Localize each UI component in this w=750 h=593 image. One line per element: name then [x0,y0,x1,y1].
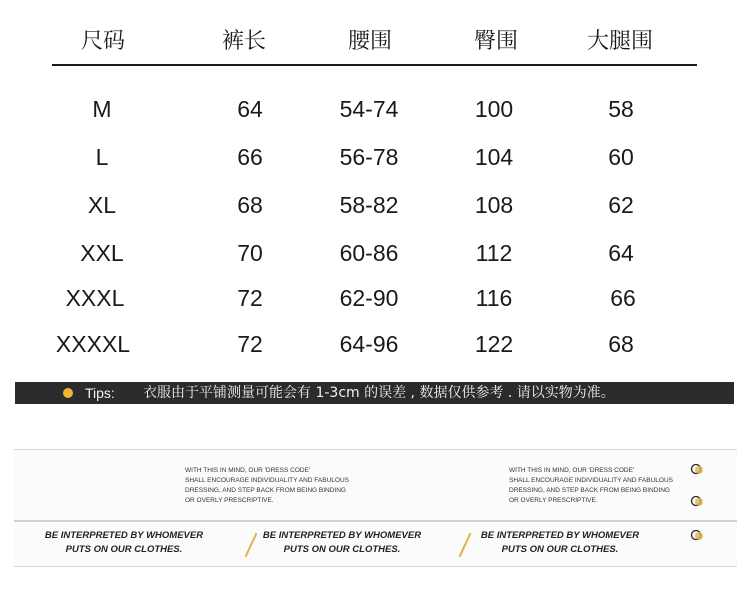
tag-paragraph: WITH THIS IN MIND, OUR 'DRESS CODE' SHALL ENCOURAGE INDIVIDUALITY AND FABULOUS DRESSING, AND STEP BACK FROM BEING BINDING OR OVERLY PRESCRIPTIVE. [509,467,673,504]
table-cell: 68 [608,331,634,357]
bullet-dot-icon [63,388,73,398]
table-cell: XXXXL [55,331,131,357]
tips-text: 衣服由于平铺测量可能会有 1-3cm 的误差 , 数据仅供参考 . 请以实物为准。 [143,385,615,401]
col-header-size: 尺码 [80,29,125,54]
ring-logo-icon [690,462,704,476]
header-divider [52,64,697,66]
table-cell: 56-78 [339,144,399,170]
col-header-waist: 腰围 [347,29,392,54]
tag-paragraph: WITH THIS IN MIND, OUR 'DRESS CODE' SHALL ENCOURAGE INDIVIDUALITY AND FABULOUS DRESSING, AND STEP BACK FROM BEING BINDING OR OVERLY PRESCRIPTIVE. [185,467,349,504]
table-cell: 64 [608,240,634,266]
table-cell: 62 [608,192,634,218]
col-header-length: 裤长 [221,29,266,54]
tips-bar [15,382,734,404]
col-header-hip: 臀围 [473,29,518,54]
table-cell: 104 [474,144,514,170]
table-cell: 64 [237,96,263,122]
table-cell: 122 [474,331,514,357]
table-cell: 64-96 [339,331,399,357]
table-cell: 62-90 [339,285,399,311]
table-cell: M [92,96,112,122]
table-cell: 112 [475,240,513,266]
tag-slogan: BE INTERPRETED BY WHOMEVER PUTS ON OUR CLOTHES. [480,530,640,555]
ring-logo-icon [690,528,704,542]
table-cell: 58-82 [339,192,399,218]
table-cell: 108 [474,192,514,218]
table-cell: 60 [608,144,634,170]
table-cell: 66 [610,285,636,311]
table-cell: XL [87,192,117,218]
table-cell: L [95,144,109,170]
table-cell: 68 [237,192,263,218]
col-header-thigh: 大腿围 [586,29,653,54]
table-cell: 54-74 [339,96,399,122]
tag-slogan: BE INTERPRETED BY WHOMEVER PUTS ON OUR CLOTHES. [262,530,422,555]
tips-label: Tips: [85,385,115,401]
table-cell: XXXL [65,285,125,311]
clothing-tag-banner [14,449,737,567]
table-cell: 58 [608,96,634,122]
table-cell: 66 [237,144,263,170]
tag-divider [14,520,737,522]
table-cell: 116 [475,285,513,311]
table-cell: 70 [237,240,263,266]
table-cell: 100 [474,96,514,122]
tag-slogan: BE INTERPRETED BY WHOMEVER PUTS ON OUR CLOTHES. [44,530,204,555]
table-cell: XXL [80,240,124,266]
table-cell: 72 [237,331,263,357]
ring-logo-icon [690,494,704,508]
table-cell: 60-86 [339,240,399,266]
table-cell: 72 [237,285,263,311]
